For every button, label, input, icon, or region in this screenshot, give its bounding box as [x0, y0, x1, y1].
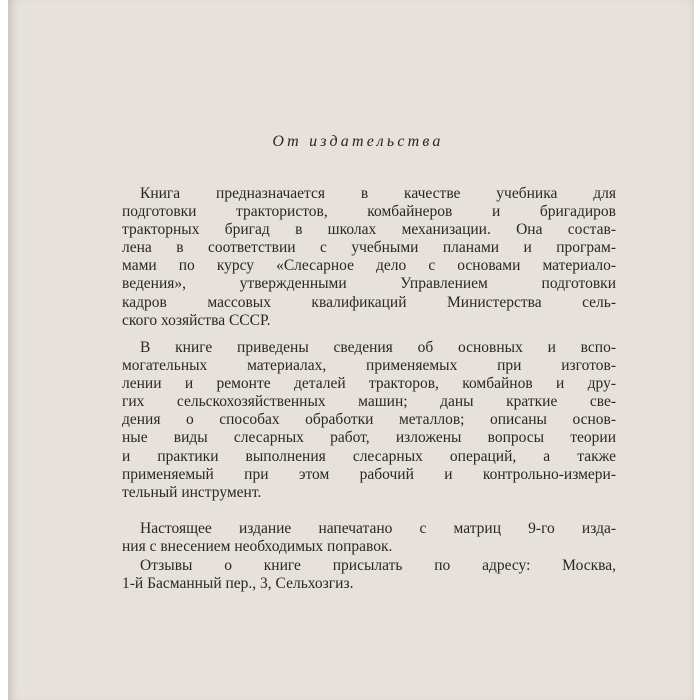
text-line: тельный инструмент. [122, 483, 262, 501]
paragraph-contents [122, 339, 616, 502]
text-line: В книге приведены сведения об основных и вспо- [140, 339, 616, 356]
text-line: ского хозяйства СССР. [122, 311, 271, 329]
paragraph-edition [122, 520, 616, 556]
text-line: Отзывы о книге присылать по адресу: Москва, [140, 557, 616, 574]
text-line: могательных материалах, применяемых при изготов- [122, 357, 616, 375]
paragraph-purpose [122, 185, 616, 330]
text-line: гих сельскохозяйственных машин; даны краткие све- [122, 393, 616, 411]
paragraph-feedback [122, 557, 616, 593]
text-line: и практики выполнения слесарных операций, а также [122, 447, 616, 465]
text-line: ные виды слесарных работ, изложены вопросы теории [122, 429, 616, 447]
text-line: применяемый при этом рабочий и контрольно-измери- [122, 465, 616, 483]
text-line: ведения», утвержденными Управлением подготовки [122, 275, 616, 293]
text-line: мами по курсу «Слесарное дело с основами материало- [122, 257, 616, 275]
text-line: лена в соответствии с учебными планами и програм- [122, 239, 616, 257]
text-line: подготовки трактористов, комбайнеров и бригадиров [122, 203, 616, 221]
text-line: Настоящее издание напечатано с матриц 9-го изда- [140, 520, 616, 537]
text-line: 1-й Басманный пер., 3, Сельхозгиз. [122, 575, 354, 593]
text-line: Книга предназначается в качестве учебника для [140, 185, 616, 202]
text-line: тракторных бригад в школах механизации. Она состав- [122, 221, 616, 239]
book-page [8, 0, 694, 700]
page-heading: От издательства [272, 133, 444, 150]
text-line: лении и ремонте деталей тракторов, комбайнов и дру- [122, 375, 616, 393]
text-line: кадров массовых квалификаций Министерства сель- [122, 293, 616, 311]
text-line: ния с внесением необходимых поправок. [122, 538, 393, 556]
text-line: дения о способах обработки металлов; описаны основ- [122, 411, 616, 429]
